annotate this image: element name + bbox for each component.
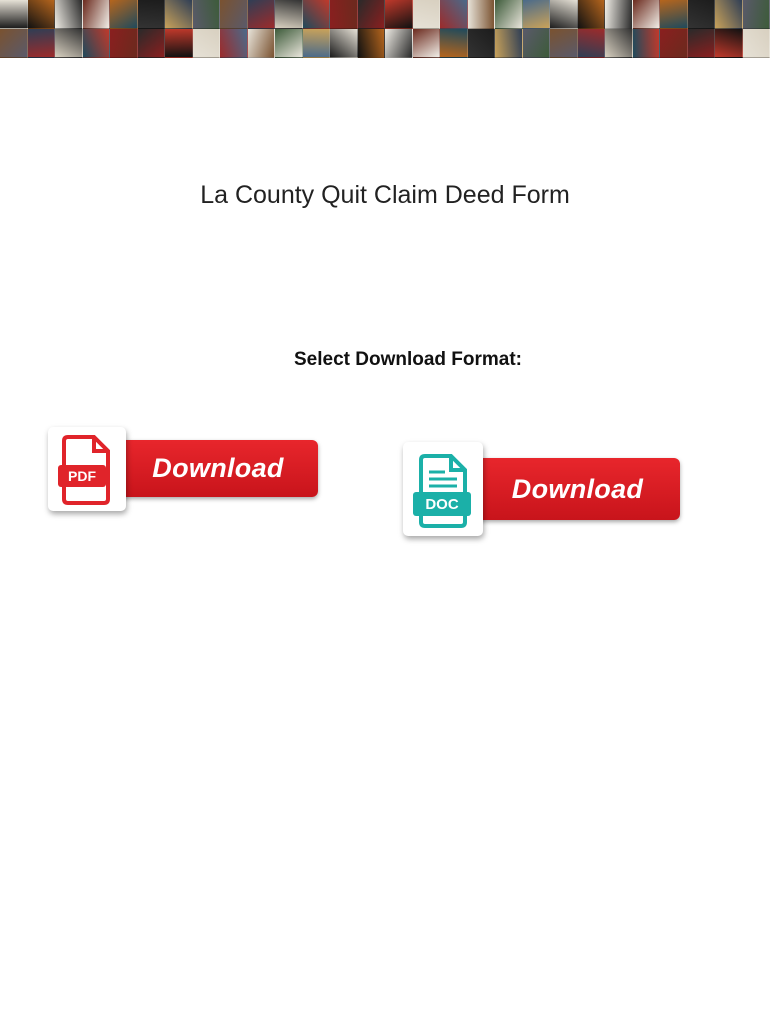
cover-thumbnail	[330, 29, 358, 58]
cover-thumbnail	[495, 29, 523, 58]
doc-download-button[interactable]	[403, 440, 683, 540]
media-collage-banner	[0, 0, 770, 58]
cover-thumbnail	[110, 29, 138, 58]
cover-thumbnail	[358, 29, 386, 58]
cover-thumbnail	[83, 29, 111, 58]
cover-thumbnail	[550, 29, 578, 58]
cover-thumbnail	[193, 29, 221, 58]
cover-thumbnail	[495, 0, 523, 29]
cover-thumbnail	[275, 29, 303, 58]
download-button-label[interactable]: Download	[118, 440, 318, 497]
cover-thumbnail	[605, 29, 633, 58]
cover-thumbnail	[220, 29, 248, 58]
cover-thumbnail	[660, 29, 688, 58]
doc-file-icon	[403, 442, 483, 536]
select-format-label: Select Download Format:	[293, 349, 523, 370]
pdf-icon-card	[48, 427, 126, 511]
cover-thumbnail	[605, 0, 633, 29]
cover-thumbnail	[413, 29, 441, 58]
cover-thumbnail	[468, 29, 496, 58]
cover-thumbnail	[330, 0, 358, 29]
cover-thumbnail	[28, 29, 56, 58]
page-title: La County Quit Claim Deed Form	[200, 181, 570, 209]
cover-thumbnail	[275, 0, 303, 29]
download-button-label[interactable]: Download	[475, 458, 680, 520]
pdf-file-icon	[48, 427, 126, 511]
cover-thumbnail	[688, 29, 716, 58]
cover-thumbnail	[550, 0, 578, 29]
cover-thumbnail	[55, 0, 83, 29]
cover-thumbnail	[660, 0, 688, 29]
cover-thumbnail	[138, 29, 166, 58]
cover-thumbnail	[523, 29, 551, 58]
cover-thumbnail	[578, 29, 606, 58]
cover-thumbnail	[523, 0, 551, 29]
cover-thumbnail	[303, 0, 331, 29]
cover-thumbnail	[55, 29, 83, 58]
cover-thumbnail	[0, 0, 28, 29]
cover-thumbnail	[165, 0, 193, 29]
cover-thumbnail	[83, 0, 111, 29]
cover-thumbnail	[165, 29, 193, 58]
cover-thumbnail	[138, 0, 166, 29]
cover-thumbnail	[743, 29, 770, 58]
cover-thumbnail	[440, 29, 468, 58]
cover-thumbnail	[468, 0, 496, 29]
cover-thumbnail	[358, 0, 386, 29]
cover-thumbnail	[385, 0, 413, 29]
cover-thumbnail	[743, 0, 770, 29]
doc-icon-card	[403, 442, 483, 536]
cover-thumbnail	[193, 0, 221, 29]
cover-thumbnail	[220, 0, 248, 29]
doc-icon-text: DOC	[425, 496, 459, 513]
cover-thumbnail	[633, 29, 661, 58]
cover-thumbnail	[578, 0, 606, 29]
cover-thumbnail	[413, 0, 441, 29]
pdf-download-button[interactable]	[48, 423, 320, 515]
cover-thumbnail	[248, 29, 276, 58]
pdf-icon-text: PDF	[68, 468, 96, 484]
cover-thumbnail	[440, 0, 468, 29]
cover-thumbnail	[28, 0, 56, 29]
cover-thumbnail	[715, 29, 743, 58]
cover-thumbnail	[0, 29, 28, 58]
cover-thumbnail	[715, 0, 743, 29]
cover-thumbnail	[248, 0, 276, 29]
cover-thumbnail	[633, 0, 661, 29]
cover-thumbnail	[385, 29, 413, 58]
cover-thumbnail	[303, 29, 331, 58]
cover-thumbnail	[688, 0, 716, 29]
cover-thumbnail	[110, 0, 138, 29]
